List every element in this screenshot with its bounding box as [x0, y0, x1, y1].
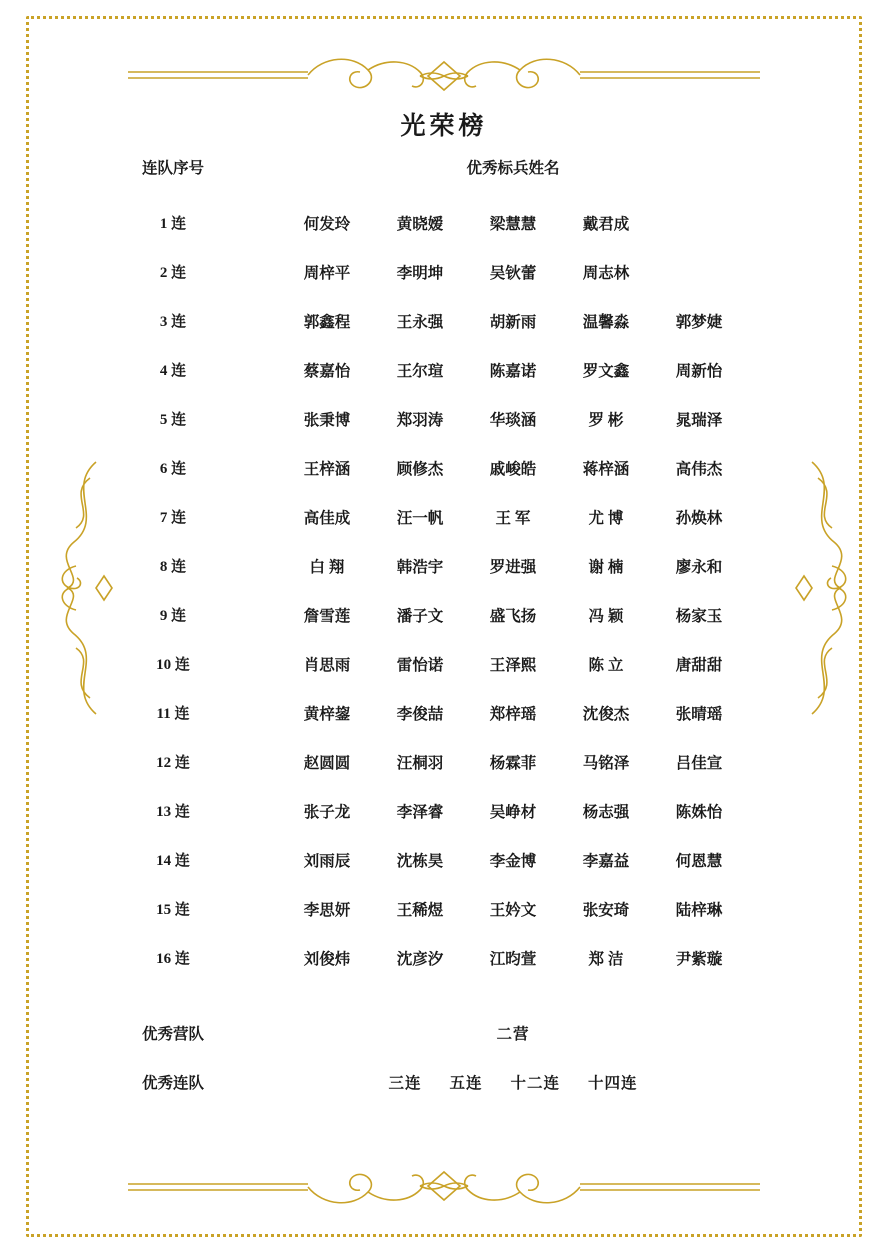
table-row — [114, 541, 794, 590]
student-name: 周志林 — [582, 264, 630, 282]
student-name: 王永强 — [396, 313, 444, 331]
student-name: 郑 洁 — [588, 950, 624, 968]
student-name: 张安琦 — [582, 901, 630, 919]
names-cell — [232, 933, 794, 982]
student-name: 潘子文 — [396, 607, 444, 625]
student-name: 晁瑞泽 — [675, 411, 723, 429]
company-index-cell: 12 连 — [156, 755, 190, 771]
student-name: 盛飞扬 — [489, 607, 537, 625]
summary-label: 优秀连队 — [141, 1074, 204, 1092]
student-name: 华琰涵 — [489, 411, 537, 429]
summary-value: 二营 — [496, 1025, 530, 1043]
names-cell — [232, 639, 794, 688]
table-row — [114, 443, 794, 492]
student-name: 尹紫璇 — [675, 950, 723, 968]
company-index-cell: 16 连 — [156, 951, 190, 967]
table-row — [114, 198, 794, 247]
student-name: 江昀萱 — [489, 950, 537, 968]
company-index-cell: 13 连 — [156, 804, 190, 820]
student-name: 陈 立 — [588, 656, 624, 674]
student-name: 顾修杰 — [396, 460, 444, 478]
right-ornament-icon — [792, 458, 862, 718]
table-row — [114, 786, 794, 835]
student-name: 唐甜甜 — [675, 656, 723, 674]
student-name: 郭梦婕 — [675, 313, 723, 331]
student-name: 高佳成 — [303, 509, 351, 527]
summary-row — [114, 1008, 794, 1057]
student-name: 周梓平 — [303, 264, 351, 282]
student-name: 廖永和 — [675, 558, 723, 576]
company-index-cell: 2 连 — [159, 265, 187, 281]
names-cell — [232, 443, 794, 492]
student-name: 雷怡诺 — [396, 656, 444, 674]
student-name: 李明坤 — [396, 264, 444, 282]
student-name: 韩浩宇 — [396, 558, 444, 576]
summary-label: 优秀营队 — [141, 1025, 204, 1043]
student-name: 蔡嘉怡 — [303, 362, 351, 380]
column-header-index: 连队序号 — [141, 160, 204, 177]
student-name: 李思妍 — [303, 901, 351, 919]
student-name: 王泽熙 — [489, 656, 537, 674]
names-cell — [232, 884, 794, 933]
names-cell — [232, 492, 794, 541]
student-name: 吴峥材 — [489, 803, 537, 821]
names-cell — [232, 296, 794, 345]
summary-item: 十二连 — [510, 1074, 561, 1092]
student-name: 陈姝怡 — [675, 803, 723, 821]
company-index-cell: 10 连 — [156, 657, 190, 673]
summary-section — [114, 1008, 794, 1106]
student-name: 马铭泽 — [582, 754, 630, 772]
student-name: 郑梓瑶 — [489, 705, 537, 723]
company-index-cell: 1 连 — [159, 216, 187, 232]
student-name: 温馨淼 — [582, 313, 630, 331]
summary-value — [232, 1071, 794, 1093]
page-title: 光荣榜 — [400, 111, 488, 140]
student-name: 刘雨辰 — [303, 852, 351, 870]
student-name: 高伟杰 — [675, 460, 723, 478]
student-name: 黄晓嫒 — [396, 215, 444, 233]
table-row — [114, 345, 794, 394]
table-row — [114, 590, 794, 639]
certificate-page — [40, 28, 848, 1224]
column-header-names: 优秀标兵姓名 — [466, 160, 560, 177]
student-name: 周新怡 — [675, 362, 723, 380]
student-name: 肖思雨 — [303, 656, 351, 674]
company-index-cell: 8 连 — [159, 559, 187, 575]
company-index-cell: 5 连 — [159, 412, 187, 428]
student-name: 郑羽涛 — [396, 411, 444, 429]
names-cell — [232, 786, 794, 835]
company-index-cell: 14 连 — [156, 853, 190, 869]
student-name: 何发玲 — [303, 215, 351, 233]
student-name: 李俊喆 — [396, 705, 444, 723]
student-name: 张晴瑶 — [675, 705, 723, 723]
summary-item: 三连 — [388, 1074, 422, 1092]
student-name: 梁慧慧 — [489, 215, 537, 233]
student-name: 蒋梓涵 — [582, 460, 630, 478]
student-name: 何恩慧 — [675, 852, 723, 870]
names-cell — [232, 835, 794, 884]
company-index-cell: 3 连 — [159, 314, 187, 330]
table-row — [114, 737, 794, 786]
names-cell — [232, 590, 794, 639]
table-row — [114, 639, 794, 688]
table-row — [114, 394, 794, 443]
student-name: 黄梓鋆 — [303, 705, 351, 723]
table-row — [114, 933, 794, 982]
table-row — [114, 835, 794, 884]
table-row — [114, 247, 794, 296]
student-name: 孙焕林 — [675, 509, 723, 527]
student-name: 谢 楠 — [588, 558, 624, 576]
student-name: 李金博 — [489, 852, 537, 870]
student-name: 尤 博 — [588, 509, 624, 527]
student-name: 李嘉益 — [582, 852, 630, 870]
student-name: 杨家玉 — [675, 607, 723, 625]
bottom-ornament-icon — [128, 1156, 760, 1216]
student-name: 吴钬蕾 — [489, 264, 537, 282]
student-name: 张秉博 — [303, 411, 351, 429]
student-name: 胡新雨 — [489, 313, 537, 331]
names-cell — [232, 394, 794, 443]
student-name: 杨霖菲 — [489, 754, 537, 772]
company-index-cell: 7 连 — [159, 510, 187, 526]
student-name: 沈栋昊 — [396, 852, 444, 870]
summary-item: 五连 — [449, 1074, 483, 1092]
student-name: 汪一帆 — [396, 509, 444, 527]
student-name: 杨志强 — [582, 803, 630, 821]
table-row — [114, 296, 794, 345]
table-row — [114, 884, 794, 933]
student-name: 吕佳宣 — [675, 754, 723, 772]
student-name: 戴君成 — [582, 215, 630, 233]
table-row — [114, 492, 794, 541]
student-name: 刘俊炜 — [303, 950, 351, 968]
student-name: 沈俊杰 — [582, 705, 630, 723]
student-name: 汪桐羽 — [396, 754, 444, 772]
student-name: 罗文鑫 — [582, 362, 630, 380]
student-name: 罗进强 — [489, 558, 537, 576]
student-name: 李泽睿 — [396, 803, 444, 821]
summary-item: 十四连 — [588, 1074, 638, 1092]
table-header-row — [114, 156, 794, 198]
honor-roll-table — [114, 156, 794, 982]
names-cell — [232, 247, 794, 296]
student-name: 陈嘉诺 — [489, 362, 537, 380]
company-index-cell: 15 连 — [156, 902, 190, 918]
names-cell — [232, 345, 794, 394]
student-name: 王尔瑄 — [396, 362, 444, 380]
student-name: 王梓涵 — [303, 460, 351, 478]
company-index-cell: 11 连 — [156, 706, 190, 722]
student-name: 冯 颖 — [588, 607, 624, 625]
table-row — [114, 688, 794, 737]
student-name: 戚峻皓 — [489, 460, 537, 478]
top-ornament-icon — [128, 46, 760, 106]
student-name: 王妗文 — [489, 901, 537, 919]
names-cell — [232, 737, 794, 786]
student-name: 沈彦汐 — [396, 950, 444, 968]
student-name: 陆梓琳 — [675, 901, 723, 919]
names-cell — [232, 198, 794, 247]
summary-row — [114, 1057, 794, 1106]
company-index-cell: 9 连 — [159, 608, 187, 624]
names-cell — [232, 541, 794, 590]
student-name: 白 翔 — [309, 558, 345, 576]
student-name: 张子龙 — [303, 803, 351, 821]
company-index-cell: 6 连 — [159, 461, 187, 477]
student-name: 罗 彬 — [588, 411, 624, 429]
student-name: 詹雪莲 — [303, 607, 351, 625]
student-name: 赵圆圆 — [303, 754, 351, 772]
student-name: 王 军 — [495, 509, 531, 527]
names-cell — [232, 688, 794, 737]
student-name: 郭鑫程 — [303, 313, 351, 331]
student-name: 王稀煜 — [396, 901, 444, 919]
left-ornament-icon — [46, 458, 116, 718]
company-index-cell: 4 连 — [159, 363, 187, 379]
